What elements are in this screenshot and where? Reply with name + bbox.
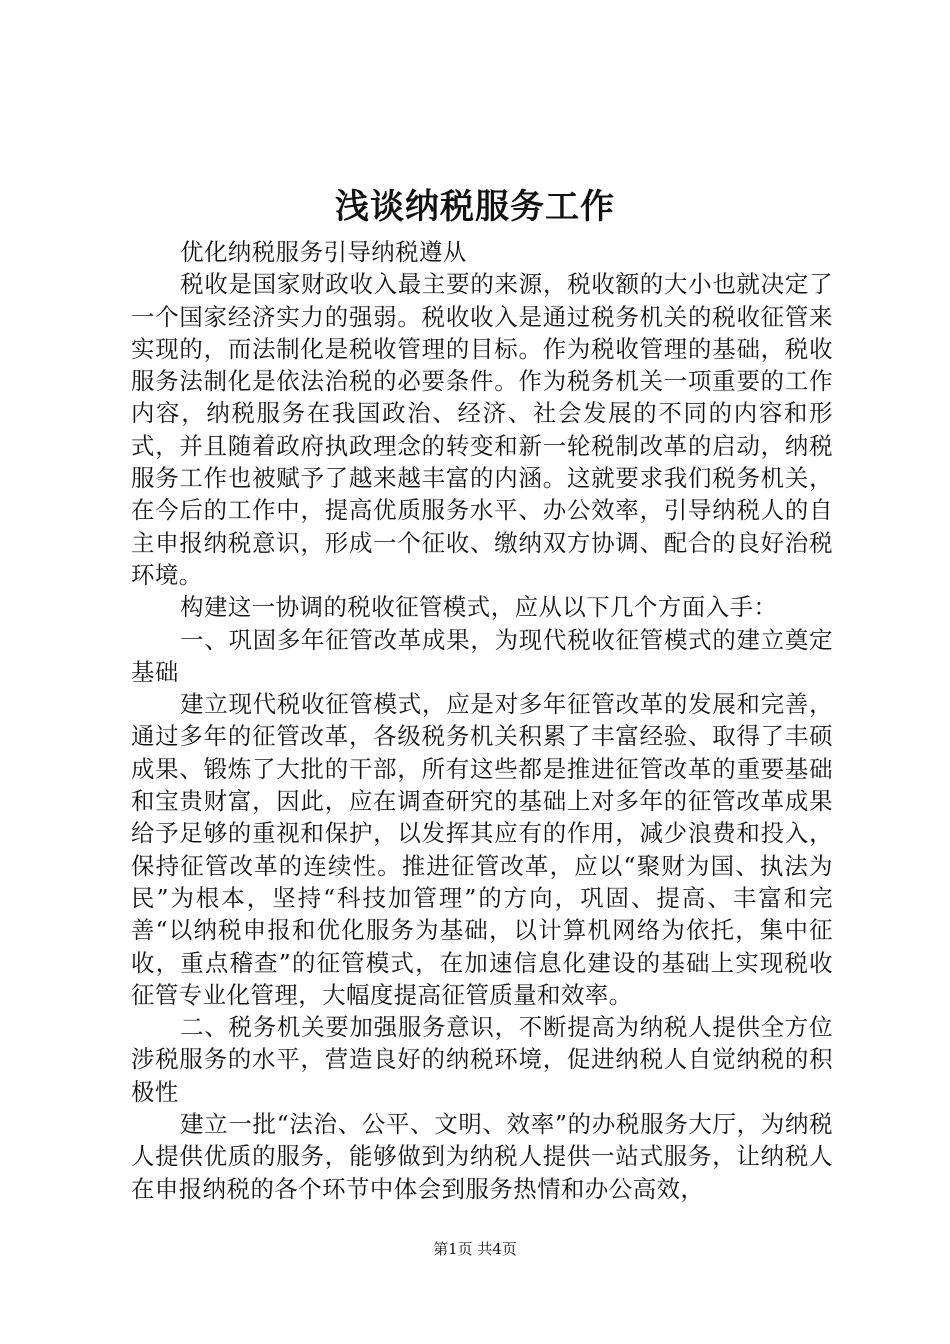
section-heading-2: 二、税务机关要加强服务意识，不断提高为纳税人提供全方位涉税服务的水平，营造良好的纳税环境，促进纳税人自觉纳税的积极性 (131, 1013, 833, 1106)
paragraph-approach: 构建这一协调的税收征管模式，应从以下几个方面入手： (180, 593, 778, 622)
document-title: 浅谈纳税服务工作 (335, 187, 615, 227)
paragraph-intro: 税收是国家财政收入最主要的来源，税收额的大小也就决定了一个国家经济实力的强弱。税收收入是通过税务机关的税收征管来实现的，而法制化是税收管理的目标。作为税收管理的基础，税收服务法制化是依法治税的必要条件。作为税务机关一项重要的工作内容，纳税服务在我国政治、经济、社会发展的不同的内容和形式，并且随着政府执政理念的转变和新一轮税制改革的启动，纳税服务工作也被赋予了越来越丰富的内涵。这就要求我们税务机关，在今后的工作中，提高优质服务水平、办公效率，引导纳税人的自主申报纳税意识，形成一个征收、缴纳双方协调、配合的良好治税环境。 (131, 270, 833, 589)
document-body (131, 236, 833, 1205)
section-heading-1: 一、巩固多年征管改革成果，为现代税收征管模式的建立奠定基础 (131, 625, 833, 686)
paragraph-section-2: 建立一批“法治、公平、文明、效率”的办税服务大厅，为纳税人提供优质的服务，能够做到为纳税人提供一站式服务，让纳税人在申报纳税的各个环节中体会到服务热情和办公高效， (131, 1110, 833, 1203)
page-footer: 第1页 共4页 (433, 1240, 517, 1258)
paragraph-section-1: 建立现代税收征管模式，应是对多年征管改革的发展和完善，通过多年的征管改革，各级税务机关积累了丰富经验、取得了丰硕成果、锻炼了大批的干部，所有这些都是推进征管改革的重要基础和宝贵财富，因此，应在调查研究的基础上对多年的征管改革成果给予足够的重视和保护，以发挥其应有的作用，减少浪费和投入，保持征管改革的连续性。推进征管改革，应以“聚财为国、执法为民”为根本，坚持“科技加管理”的方向，巩固、提高、丰富和完善“以纳税申报和优化服务为基础，以计算机网络为依托，集中征收，重点稽查”的征管模式，在加速信息化建设的基础上实现税收征管专业化管理，大幅度提高征管质量和效率。 (131, 690, 833, 1009)
paragraph-subtitle: 优化纳税服务引导纳税遵从 (180, 238, 467, 266)
